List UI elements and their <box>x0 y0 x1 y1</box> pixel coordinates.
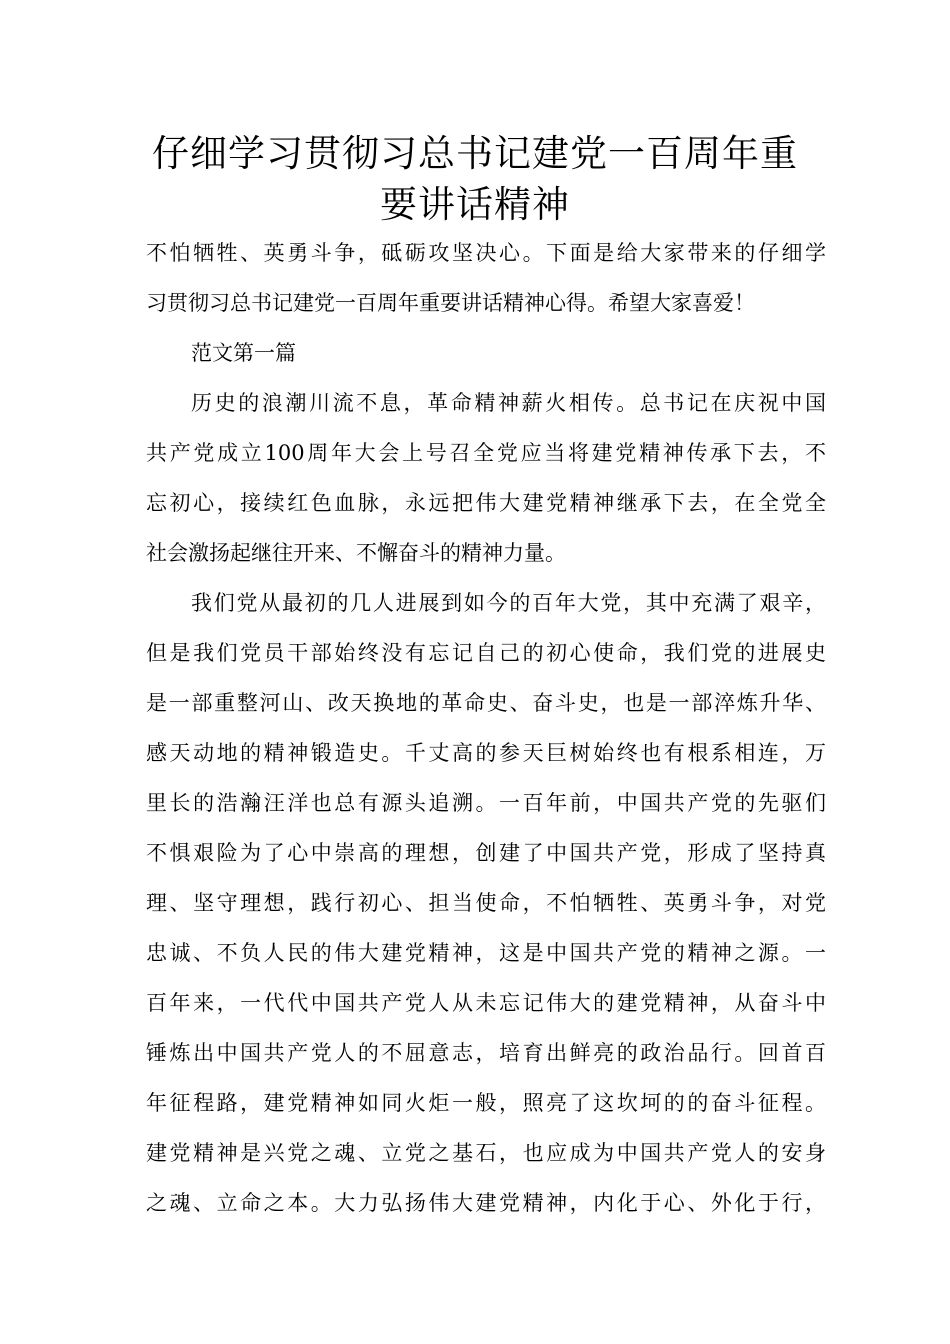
body-text-line: 我们党从最初的几人进展到如今的百年大党，其中充满了艰辛， <box>191 591 826 615</box>
body-text-line: 百年来，一代代中国共产党人从未忘记伟大的建党精神，从奋斗中 <box>146 991 826 1015</box>
body-text-line: 范文第一篇 <box>191 341 296 365</box>
document-title <box>120 128 830 230</box>
body-text-line: 里长的浩瀚汪洋也总有源头追溯。一百年前，中国共产党的先驱们 <box>146 791 826 815</box>
body-text-line: 忠诚、不负人民的伟大建党精神，这是中国共产党的精神之源。一 <box>146 941 826 965</box>
body-text-line: 年征程路，建党精神如同火炬一般，照亮了这坎坷的的奋斗征程。 <box>146 1091 826 1115</box>
body-text-line: 习贯彻习总书记建党一百周年重要讲话精神心得。希望大家喜爱！ <box>146 291 755 315</box>
body-text-line: 理、坚守理想，践行初心、担当使命，不怕牺牲、英勇斗争，对党 <box>146 891 826 915</box>
title-line-1: 仔细学习贯彻习总书记建党一百周年重 <box>152 132 798 175</box>
document-body <box>146 228 826 1228</box>
body-text-line: 是一部重整河山、改天换地的革命史、奋斗史，也是一部淬炼升华、 <box>146 691 826 715</box>
body-text-line: 社会激扬起继往开来、不懈奋斗的精神力量。 <box>146 541 566 565</box>
body-text-line: 但是我们党员干部始终没有忘记自己的初心使命，我们党的进展史 <box>146 641 826 665</box>
body-text-line: 锤炼出中国共产党人的不屈意志，培育出鲜亮的政治品行。回首百 <box>146 1041 826 1065</box>
body-text-line: 忘初心，接续红色血脉，永远把伟大建党精神继承下去，在全党全 <box>146 491 826 515</box>
body-text-line: 不惧艰险为了心中崇高的理想，创建了中国共产党，形成了坚持真 <box>146 841 826 865</box>
body-text-line: 历史的浪潮川流不息，革命精神薪火相传。总书记在庆祝中国 <box>191 391 826 415</box>
body-text-line: 建党精神是兴党之魂、立党之基石，也应成为中国共产党人的安身 <box>146 1141 826 1165</box>
body-text-line: 不怕牺牲、英勇斗争，砥砺攻坚决心。下面是给大家带来的仔细学 <box>146 241 826 265</box>
title-line-2: 要讲话精神 <box>380 183 570 226</box>
body-text-line: 感天动地的精神锻造史。千丈高的参天巨树始终也有根系相连，万 <box>146 741 826 765</box>
body-text-line: 共产党成立100周年大会上号召全党应当将建党精神传承下去，不 <box>146 441 826 465</box>
body-text-line: 之魂、立命之本。大力弘扬伟大建党精神，内化于心、外化于行， <box>146 1191 826 1215</box>
